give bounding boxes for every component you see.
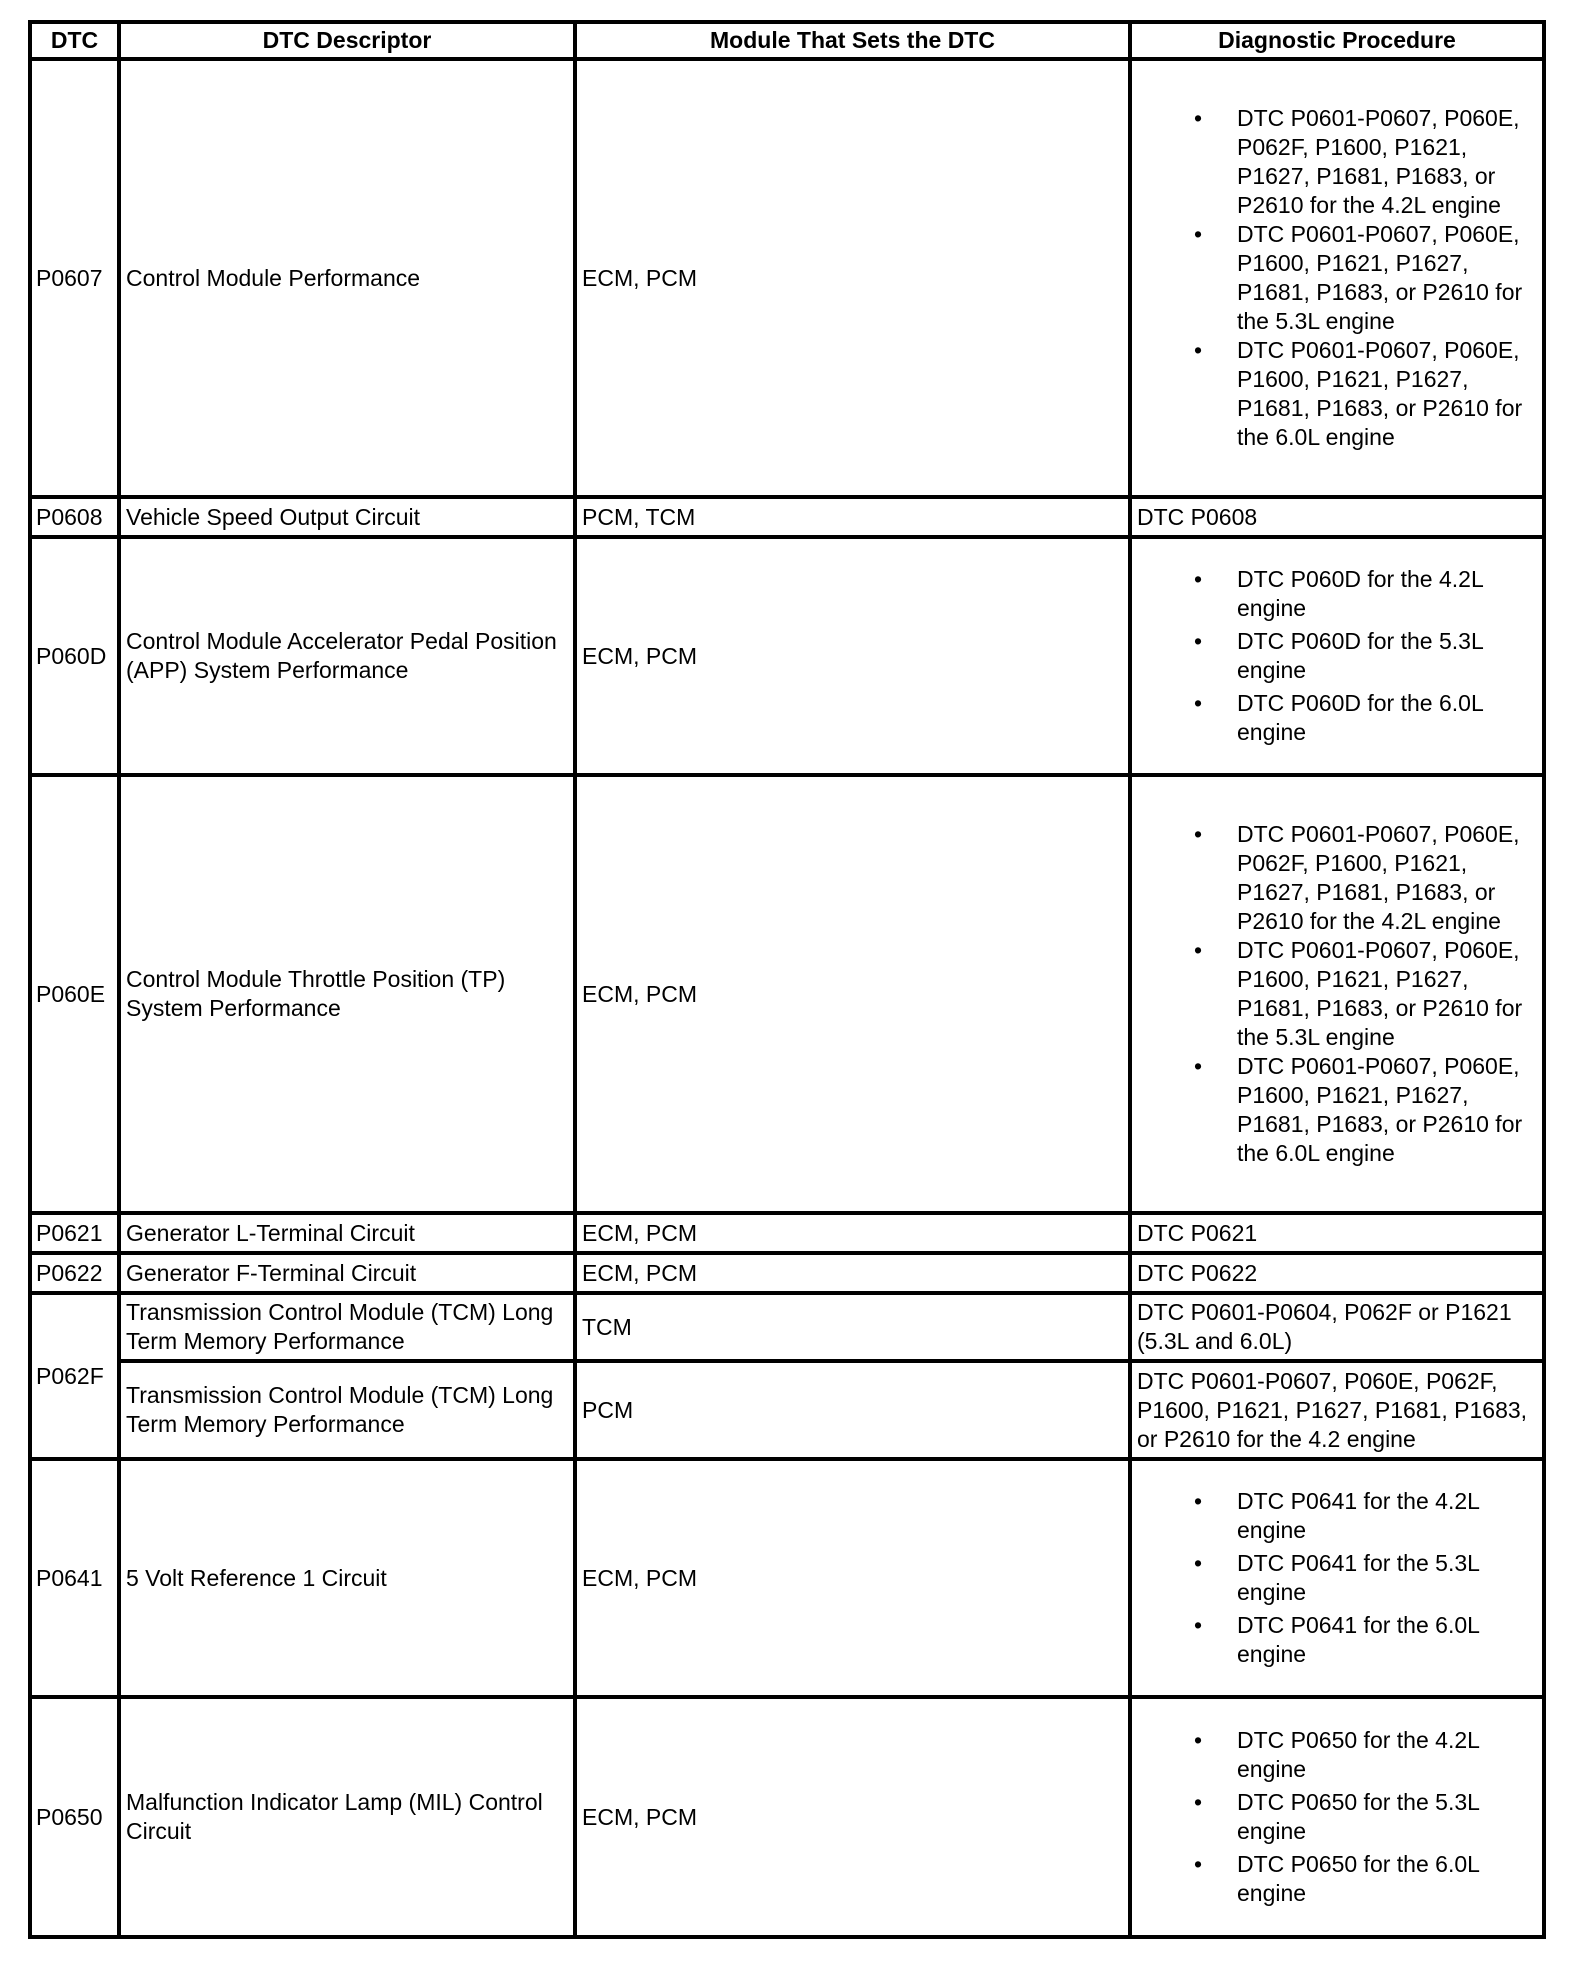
module: ECM, PCM [575,1213,1130,1253]
procedure-link[interactable]: DTC P0622 [1137,1259,1258,1286]
procedure-link[interactable]: DTC P0621 [1137,1219,1258,1246]
procedure-link[interactable]: DTC P0601-P0607, P060E, P062F, P1600, P1621, P1627, P1681, P1683, or P2610 for the 4.2L engine [1237,821,1520,934]
table-row [30,497,1544,537]
bullet-icon: • [1194,1053,1203,1079]
table-row [30,537,1544,775]
procedure-item [1137,1850,1537,1908]
procedure-item [1137,1611,1537,1669]
procedure-list [1137,820,1537,1168]
diagnostic-procedure [1130,1361,1544,1459]
dtc-descriptor: 5 Volt Reference 1 Circuit [119,1459,575,1697]
module: ECM, PCM [575,775,1130,1213]
module: ECM, PCM [575,1459,1130,1697]
procedure-list [1137,104,1537,452]
procedure-link[interactable]: DTC P060D for the 6.0L engine [1237,690,1483,745]
bullet-icon: • [1194,937,1203,963]
bullet-icon: • [1194,690,1203,716]
procedure-link[interactable]: DTC P0601-P0607, P060E, P062F, P1600, P1621, P1627, P1681, P1683, or P2610 for the 4.2 engine [1137,1367,1528,1452]
bullet-icon: • [1194,628,1203,654]
procedure-link[interactable]: DTC P0641 for the 6.0L engine [1237,1612,1480,1667]
dtc-table [28,20,1546,1939]
bullet-icon: • [1194,221,1203,247]
table-row [30,1293,1544,1361]
procedure-list [1137,1726,1537,1908]
table-row [30,59,1544,497]
diagnostic-procedure [1130,1253,1544,1293]
table-row [30,1253,1544,1293]
procedure-item [1137,1726,1537,1784]
dtc-code: P0622 [30,1253,119,1293]
dtc-descriptor: Control Module Accelerator Pedal Position (APP) System Performance [119,537,575,775]
procedure-item [1137,820,1537,936]
procedure-item [1137,936,1537,1052]
table-row [30,1213,1544,1253]
procedure-item [1137,627,1537,685]
procedure-item [1137,220,1537,336]
procedure-item [1137,104,1537,220]
dtc-descriptor: Transmission Control Module (TCM) Long Term Memory Performance [119,1293,575,1361]
bullet-icon: • [1194,1550,1203,1576]
bullet-icon: • [1194,1488,1203,1514]
dtc-descriptor: Generator L-Terminal Circuit [119,1213,575,1253]
module: PCM, TCM [575,497,1130,537]
module: ECM, PCM [575,1253,1130,1293]
table-row [30,1459,1544,1697]
procedure-item [1137,1788,1537,1846]
procedure-link[interactable]: DTC P0641 for the 5.3L engine [1237,1550,1480,1605]
table-row [30,1361,1544,1459]
dtc-descriptor: Vehicle Speed Output Circuit [119,497,575,537]
dtc-code: P062F [30,1293,119,1459]
procedure-link[interactable]: DTC P060D for the 5.3L engine [1237,628,1483,683]
dtc-descriptor: Control Module Performance [119,59,575,497]
dtc-code: P0621 [30,1213,119,1253]
procedure-link[interactable]: DTC P0650 for the 6.0L engine [1237,1851,1480,1906]
module: TCM [575,1293,1130,1361]
header-module: Module That Sets the DTC [575,22,1130,59]
dtc-code: P0650 [30,1697,119,1937]
procedure-link[interactable]: DTC P0608 [1137,503,1258,530]
diagnostic-procedure [1130,537,1544,775]
bullet-icon: • [1194,337,1203,363]
header-dtc-descriptor: DTC Descriptor [119,22,575,59]
dtc-descriptor: Generator F-Terminal Circuit [119,1253,575,1293]
module: ECM, PCM [575,1697,1130,1937]
dtc-code: P060E [30,775,119,1213]
bullet-icon: • [1194,566,1203,592]
diagnostic-procedure [1130,1213,1544,1253]
diagnostic-procedure [1130,59,1544,497]
diagnostic-procedure [1130,775,1544,1213]
procedure-link[interactable]: DTC P0601-P0607, P060E, P1600, P1621, P1627, P1681, P1683, or P2610 for the 5.3L engine [1237,937,1523,1050]
procedure-link[interactable]: DTC P0601-P0607, P060E, P1600, P1621, P1627, P1681, P1683, or P2610 for the 6.0L engine [1237,1053,1523,1166]
module: PCM [575,1361,1130,1459]
procedure-list [1137,565,1537,747]
bullet-icon: • [1194,821,1203,847]
diagnostic-procedure [1130,1293,1544,1361]
dtc-code: P0608 [30,497,119,537]
bullet-icon: • [1194,1851,1203,1877]
procedure-item [1137,565,1537,623]
header-dtc: DTC [30,22,119,59]
module: ECM, PCM [575,59,1130,497]
bullet-icon: • [1194,105,1203,131]
header-diagnostic-procedure: Diagnostic Procedure [1130,22,1544,59]
dtc-code: P060D [30,537,119,775]
bullet-icon: • [1194,1612,1203,1638]
procedure-list [1137,1487,1537,1669]
header-row [30,22,1544,59]
diagnostic-procedure [1130,497,1544,537]
bullet-icon: • [1194,1727,1203,1753]
diagnostic-procedure [1130,1697,1544,1937]
procedure-link[interactable]: DTC P060D for the 4.2L engine [1237,566,1483,621]
dtc-descriptor: Malfunction Indicator Lamp (MIL) Control Circuit [119,1697,575,1937]
diagnostic-procedure [1130,1459,1544,1697]
procedure-link[interactable]: DTC P0601-P0607, P060E, P062F, P1600, P1621, P1627, P1681, P1683, or P2610 for the 4.2L engine [1237,105,1520,218]
procedure-item [1137,1052,1537,1168]
procedure-item [1137,1487,1537,1545]
table-row [30,1697,1544,1937]
procedure-link[interactable]: DTC P0641 for the 4.2L engine [1237,1488,1480,1543]
dtc-code: P0607 [30,59,119,497]
table-row [30,775,1544,1213]
module: ECM, PCM [575,537,1130,775]
procedure-link[interactable]: DTC P0601-P0607, P060E, P1600, P1621, P1627, P1681, P1683, or P2610 for the 5.3L engine [1237,221,1523,334]
procedure-link[interactable]: DTC P0650 for the 4.2L engine [1237,1727,1480,1782]
dtc-descriptor: Transmission Control Module (TCM) Long Term Memory Performance [119,1361,575,1459]
dtc-descriptor: Control Module Throttle Position (TP) System Performance [119,775,575,1213]
procedure-item [1137,689,1537,747]
procedure-link[interactable]: DTC P0601-P0607, P060E, P1600, P1621, P1627, P1681, P1683, or P2610 for the 6.0L engine [1237,337,1523,450]
procedure-link[interactable]: DTC P0650 for the 5.3L engine [1237,1789,1480,1844]
bullet-icon: • [1194,1789,1203,1815]
procedure-item [1137,1549,1537,1607]
procedure-item [1137,336,1537,452]
dtc-code: P0641 [30,1459,119,1697]
procedure-link[interactable]: DTC P0601-P0604, P062F or P1621 (5.3L and 6.0L) [1137,1299,1512,1354]
